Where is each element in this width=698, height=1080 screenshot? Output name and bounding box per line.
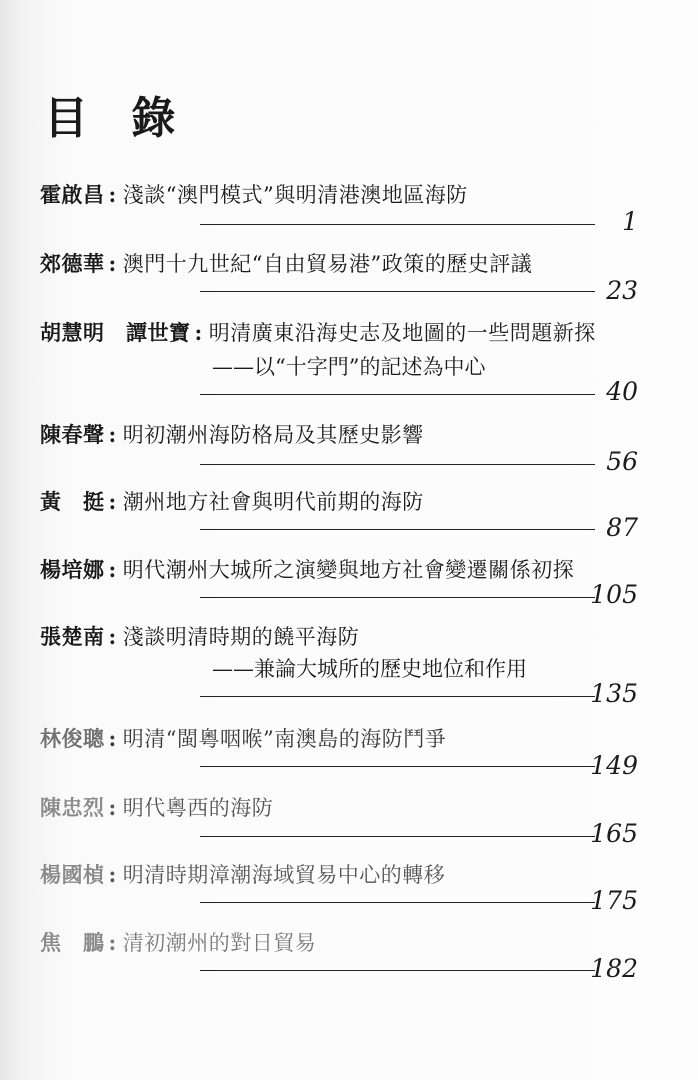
entry-author: 楊培娜 (40, 557, 105, 582)
leader-rule (200, 696, 595, 697)
entry-page-number: 182 (590, 954, 638, 983)
entry-page-number: 149 (590, 751, 638, 780)
entry-author: 黃 挺 (40, 489, 105, 514)
leader-rule (200, 836, 595, 837)
entry-page-number: 23 (606, 276, 638, 305)
entry-title: 澳門十九世紀“自由貿易港”政策的歷史評議 (122, 252, 533, 276)
entry-author: 陳忠烈 (40, 795, 105, 820)
entry-page-number: 175 (590, 886, 638, 915)
page-title: 目 錄 (44, 93, 190, 144)
entry-title: 明清時期漳潮海域貿易中心的轉移 (122, 863, 446, 887)
entry-title: 潮州地方社會與明代前期的海防 (122, 490, 424, 514)
leader-rule (200, 766, 595, 767)
entry-separator: : (108, 930, 117, 955)
entry-separator: : (108, 726, 117, 751)
leader-rule (200, 529, 595, 530)
entry-title: 明代粵西的海防 (122, 796, 274, 820)
entry-separator: : (108, 795, 117, 820)
entry-page-number: 56 (606, 447, 638, 476)
entry-author: 焦 鵬 (40, 930, 105, 955)
entry-author: 霍啟昌 (40, 182, 105, 207)
entry-title: 明清“閩粵咽喉”南澳島的海防鬥爭 (122, 727, 447, 751)
entry-page-number: 105 (590, 580, 638, 609)
entry-separator: : (108, 422, 117, 447)
entry-page-number: 40 (606, 377, 638, 406)
leader-rule (200, 902, 595, 903)
entry-title: 清初潮州的對日貿易 (122, 931, 317, 955)
entry-title: 明代潮州大城所之演變與地方社會變遷關係初探 (122, 558, 575, 582)
entry-page-number: 87 (606, 513, 638, 542)
entry-subtitle: ——兼論大城所的歷史地位和作用 (212, 657, 527, 681)
entry-separator: : (108, 489, 117, 514)
entry-subtitle: ——以“十字門”的記述為中心 (212, 355, 486, 379)
entry-page-number: 165 (590, 819, 638, 848)
entry-title: 明初潮州海防格局及其歷史影響 (122, 423, 424, 447)
entry-page-number: 1 (622, 207, 638, 236)
entry-separator: : (108, 182, 117, 207)
entry-author: 張楚南 (40, 624, 105, 649)
entry-separator: : (108, 557, 117, 582)
entry-author: 陳春聲 (40, 422, 105, 447)
entry-author: 郊德華 (40, 251, 105, 276)
entry-author: 林俊聰 (40, 726, 105, 751)
entry-separator: : (108, 251, 117, 276)
entry-title: 明清廣東沿海史志及地圖的一些問題新探 (208, 321, 596, 345)
leader-rule (200, 464, 595, 465)
leader-rule (200, 291, 595, 292)
leader-rule (200, 970, 595, 971)
entry-separator: : (108, 862, 117, 887)
leader-rule (200, 597, 595, 598)
entry-page-number: 135 (590, 679, 638, 708)
entry-author: 胡慧明 譚世寶 (40, 320, 191, 345)
entry-title: 淺談明清時期的饒平海防 (122, 625, 360, 649)
entry-separator: : (108, 624, 117, 649)
entry-title: 淺談“澳門模式”與明清港澳地區海防 (122, 183, 468, 207)
leader-rule (200, 394, 595, 395)
leader-rule (200, 224, 595, 225)
entry-separator: : (194, 320, 203, 345)
entry-author: 楊國楨 (40, 862, 105, 887)
